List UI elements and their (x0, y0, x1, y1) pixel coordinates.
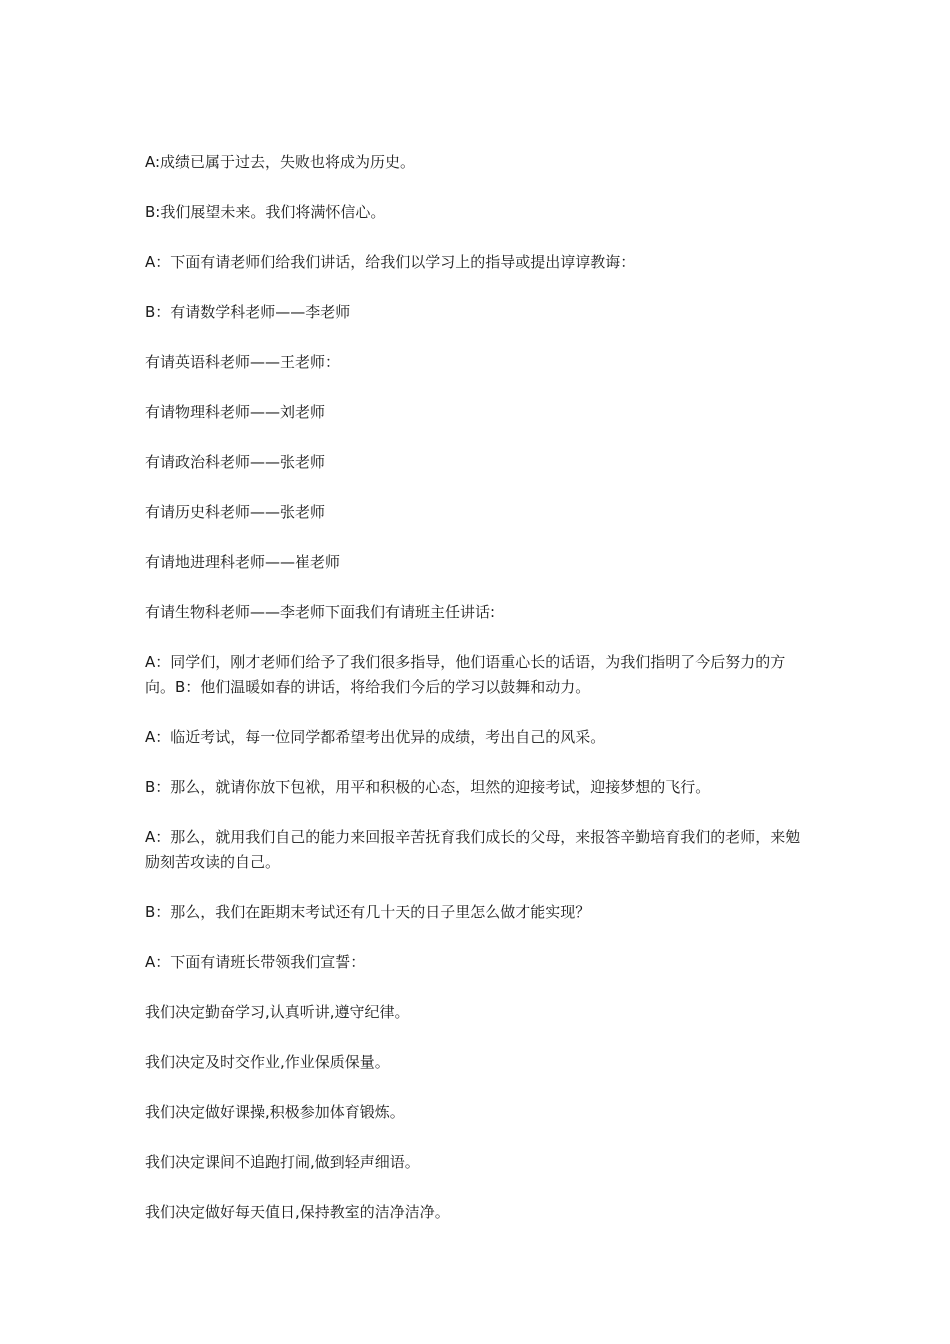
paragraph: 我们决定勤奋学习,认真听讲,遵守纪律。 (145, 1003, 410, 1021)
paragraph: 有请物理科老师——刘老师 (145, 403, 326, 421)
paragraph: 有请地进理科老师——崔老师 (145, 553, 341, 571)
paragraph: 我们决定做好每天值日,保持教室的洁净洁净。 (145, 1203, 450, 1221)
paragraph: B：那么，就请你放下包袱，用平和积极的心态，坦然的迎接考试，迎接梦想的飞行。 (145, 778, 711, 796)
paragraph: A:成绩已属于过去，失败也将成为历史。 (145, 153, 416, 171)
paragraph: 有请生物科老师——李老师下面我们有请班主任讲话: (145, 603, 496, 621)
paragraph: B：有请数学科老师——李老师 (145, 303, 351, 321)
paragraph: B:我们展望未来。我们将满怀信心。 (145, 203, 386, 221)
paragraph: 我们决定做好课操,积极参加体育锻炼。 (145, 1103, 405, 1121)
document-body (145, 150, 815, 1250)
paragraph: B：那么，我们在距期末考试还有几十天的日子里怎么做才能实现？ (145, 903, 591, 921)
paragraph: A：下面有请班长带领我们宣誓： (145, 953, 366, 971)
paragraph: 有请政治科老师——张老师 (145, 453, 326, 471)
paragraph: A：临近考试，每一位同学都希望考出优异的成绩，考出自己的风采。 (145, 728, 606, 746)
paragraph: 有请历史科老师——张老师 (145, 503, 326, 521)
paragraph: 我们决定课间不追跑打闹,做到轻声细语。 (145, 1153, 420, 1171)
paragraph: A：同学们，刚才老师们给予了我们很多指导，他们语重心长的话语，为我们指明了今后努力的方向。B：他们温暖如春的讲话，将给我们今后的学习以鼓舞和动力。 (145, 653, 786, 696)
paragraph: 我们决定及时交作业,作业保质保量。 (145, 1053, 390, 1071)
paragraph: A：下面有请老师们给我们讲话，给我们以学习上的指导或提出谆谆教诲： (145, 253, 636, 271)
paragraph: A：那么，就用我们自己的能力来回报辛苦抚育我们成长的父母，来报答辛勤培育我们的老师，来勉励刻苦攻读的自己。 (145, 828, 801, 871)
paragraph: 有请英语科老师——王老师： (145, 353, 341, 371)
